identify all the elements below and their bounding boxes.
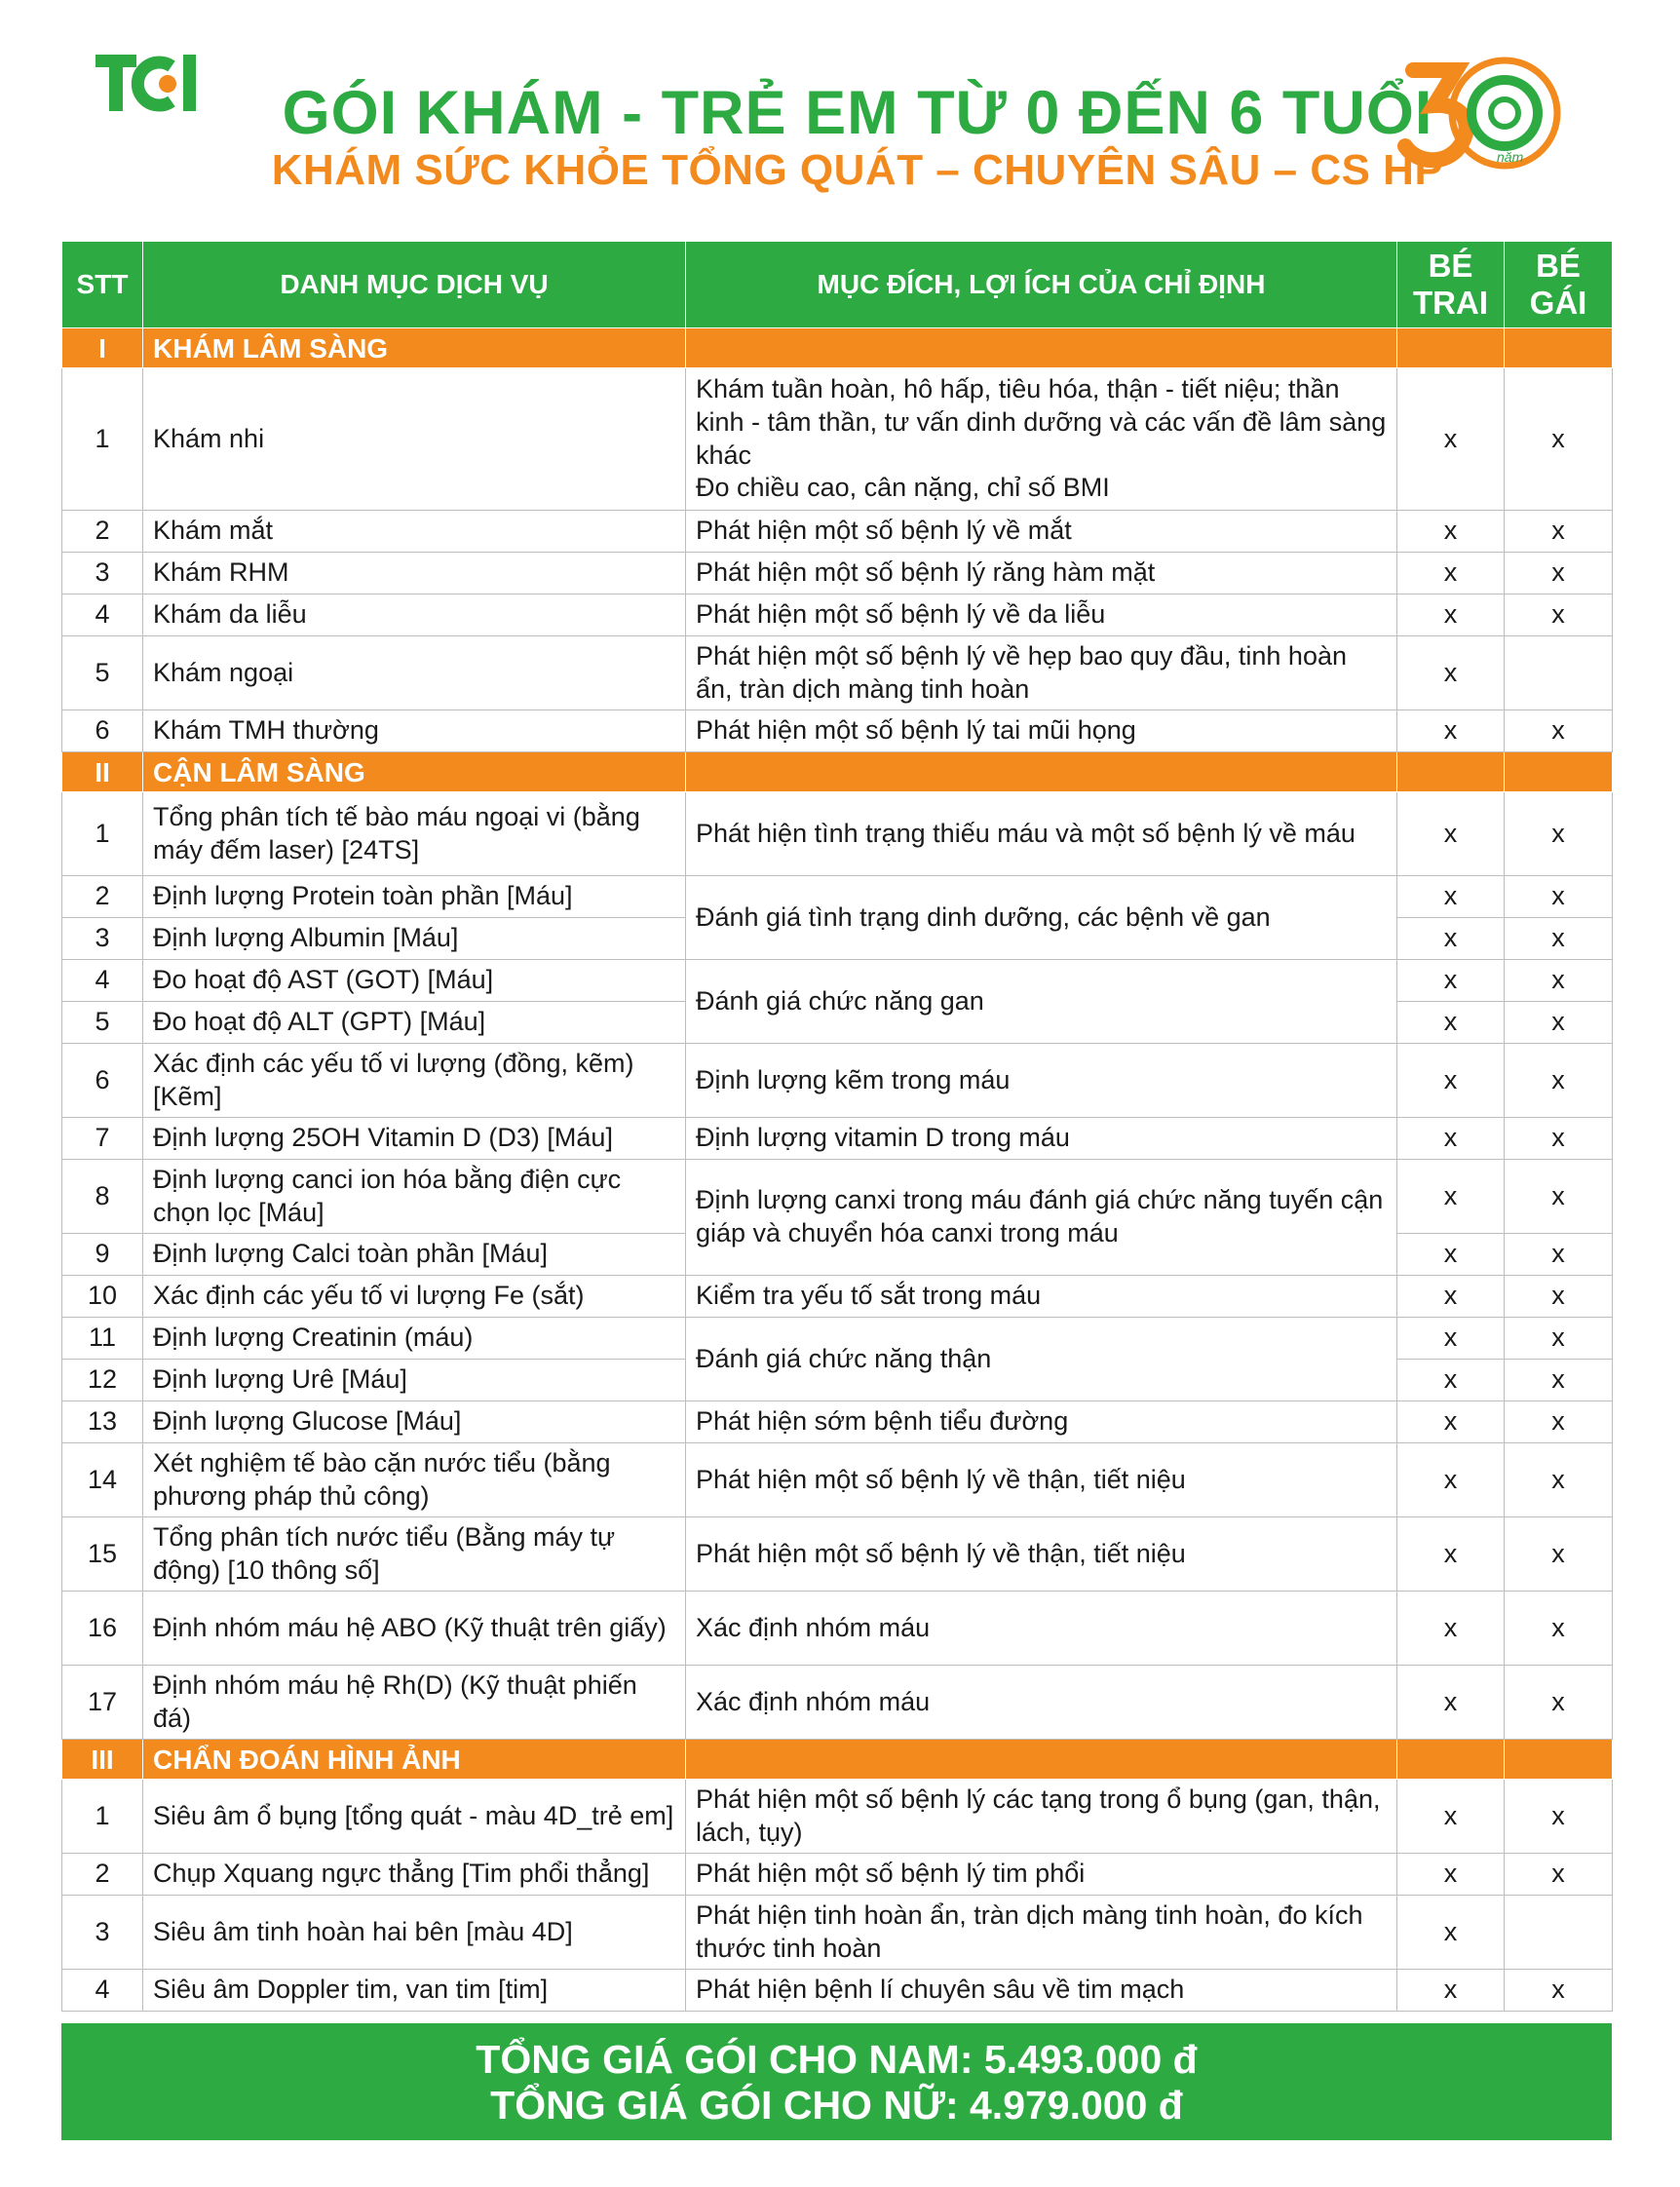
row-purpose: Phát hiện tình trạng thiếu máu và một số bệnh lý về máu xyxy=(686,792,1397,876)
row-stt: 15 xyxy=(62,1517,143,1592)
col-girl xyxy=(1505,242,1613,328)
row-stt: 3 xyxy=(62,918,143,960)
col-girl-line2: GÁI xyxy=(1529,285,1587,321)
section-empty-cell xyxy=(686,328,1397,368)
row-service: Định lượng Creatinin (máu) xyxy=(143,1318,686,1360)
table-row xyxy=(62,1160,1613,1234)
table-row xyxy=(62,636,1613,710)
row-boy-mark: x xyxy=(1397,1160,1505,1234)
row-stt: 5 xyxy=(62,1002,143,1044)
row-service: Siêu âm Doppler tim, van tim [tim] xyxy=(143,1970,686,2012)
section-row xyxy=(62,1740,1613,1780)
row-purpose: Định lượng canxi trong máu đánh giá chức năng tuyến cận giáp và chuyển hóa canxi trong máu xyxy=(686,1160,1397,1276)
row-stt: 2 xyxy=(62,1854,143,1896)
row-purpose: Phát hiện một số bệnh lý về mắt xyxy=(686,511,1397,553)
row-service: Định nhóm máu hệ Rh(D) (Kỹ thuật phiến đá) xyxy=(143,1666,686,1740)
row-service: Chụp Xquang ngực thẳng [Tim phổi thẳng] xyxy=(143,1854,686,1896)
row-girl-mark: x xyxy=(1505,1970,1613,2012)
row-stt: 3 xyxy=(62,1896,143,1970)
row-girl-mark: x xyxy=(1505,1517,1613,1592)
row-boy-mark: x xyxy=(1397,710,1505,752)
table-row xyxy=(62,511,1613,553)
table-row xyxy=(62,960,1613,1002)
row-stt: 14 xyxy=(62,1443,143,1517)
row-service: Tổng phân tích nước tiểu (Bằng máy tự động) [10 thông số] xyxy=(143,1517,686,1592)
price-footer xyxy=(61,2023,1612,2140)
row-service: Siêu âm tinh hoàn hai bên [màu 4D] xyxy=(143,1896,686,1970)
section-number: I xyxy=(62,328,143,368)
row-stt: 4 xyxy=(62,595,143,636)
section-empty-cell xyxy=(1397,328,1505,368)
row-girl-mark: x xyxy=(1505,1666,1613,1740)
row-purpose: Phát hiện một số bệnh lý các tạng trong ổ bụng (gan, thận, lách, tụy) xyxy=(686,1780,1397,1854)
row-boy-mark: x xyxy=(1397,1854,1505,1896)
section-empty-cell xyxy=(1505,752,1613,792)
row-girl-mark: x xyxy=(1505,1401,1613,1443)
table-row xyxy=(62,1780,1613,1854)
row-stt: 6 xyxy=(62,710,143,752)
col-boy xyxy=(1397,242,1505,328)
row-service: Tổng phân tích tế bào máu ngoại vi (bằng máy đếm laser) [24TS] xyxy=(143,792,686,876)
row-service: Khám mắt xyxy=(143,511,686,553)
section-empty-cell xyxy=(1505,1740,1613,1780)
table-row xyxy=(62,1854,1613,1896)
table-row xyxy=(62,595,1613,636)
service-table xyxy=(61,241,1613,2012)
row-purpose: Phát hiện sớm bệnh tiểu đường xyxy=(686,1401,1397,1443)
row-stt: 6 xyxy=(62,1044,143,1118)
row-stt: 5 xyxy=(62,636,143,710)
table-header-row xyxy=(62,242,1613,328)
table-row xyxy=(62,1044,1613,1118)
row-service: Siêu âm ổ bụng [tổng quát - màu 4D_trẻ em] xyxy=(143,1780,686,1854)
row-purpose: Phát hiện tinh hoàn ẩn, tràn dịch màng tinh hoàn, đo kích thước tinh hoàn xyxy=(686,1896,1397,1970)
row-stt: 1 xyxy=(62,1780,143,1854)
row-stt: 3 xyxy=(62,553,143,595)
row-girl-mark: x xyxy=(1505,553,1613,595)
section-empty-cell xyxy=(686,752,1397,792)
row-girl-mark: x xyxy=(1505,1443,1613,1517)
row-girl-mark: x xyxy=(1505,1002,1613,1044)
row-service: Định lượng Glucose [Máu] xyxy=(143,1401,686,1443)
row-service: Khám ngoại xyxy=(143,636,686,710)
row-service: Định nhóm máu hệ ABO (Kỹ thuật trên giấy) xyxy=(143,1592,686,1666)
row-girl-mark xyxy=(1505,636,1613,710)
row-service: Định lượng canci ion hóa bằng điện cực chọn lọc [Máu] xyxy=(143,1160,686,1234)
price-male: TỔNG GIÁ GÓI CHO NAM: 5.493.000 đ xyxy=(476,2037,1198,2082)
row-purpose: Xác định nhóm máu xyxy=(686,1592,1397,1666)
row-service: Định lượng Calci toàn phần [Máu] xyxy=(143,1234,686,1276)
row-service: Xác định các yếu tố vi lượng Fe (sắt) xyxy=(143,1276,686,1318)
section-empty-cell xyxy=(1505,328,1613,368)
row-stt: 1 xyxy=(62,792,143,876)
row-boy-mark: x xyxy=(1397,1896,1505,1970)
row-girl-mark: x xyxy=(1505,368,1613,511)
row-boy-mark: x xyxy=(1397,511,1505,553)
row-girl-mark: x xyxy=(1505,1780,1613,1854)
row-purpose: Phát hiện một số bệnh lý về thận, tiết niệu xyxy=(686,1443,1397,1517)
col-stt: STT xyxy=(62,242,143,328)
row-girl-mark: x xyxy=(1505,960,1613,1002)
row-purpose: Phát hiện một số bệnh lý về da liễu xyxy=(686,595,1397,636)
row-girl-mark: x xyxy=(1505,1044,1613,1118)
row-stt: 17 xyxy=(62,1666,143,1740)
row-boy-mark: x xyxy=(1397,1443,1505,1517)
row-purpose: Đánh giá chức năng gan xyxy=(686,960,1397,1044)
row-boy-mark: x xyxy=(1397,1517,1505,1592)
row-service: Khám RHM xyxy=(143,553,686,595)
row-girl-mark: x xyxy=(1505,1234,1613,1276)
row-boy-mark: x xyxy=(1397,636,1505,710)
row-purpose: Khám tuần hoàn, hô hấp, tiêu hóa, thận - tiết niệu; thần kinh - tâm thần, tư vấn dinh dưỡng và các vấn đề lâm sàng khác Đo chiều cao, cân nặng, chỉ số BMI xyxy=(686,368,1397,511)
section-number: II xyxy=(62,752,143,792)
row-boy-mark: x xyxy=(1397,553,1505,595)
row-girl-mark: x xyxy=(1505,1318,1613,1360)
col-purpose: MỤC ĐÍCH, LỢI ÍCH CỦA CHỈ ĐỊNH xyxy=(686,242,1397,328)
table-row xyxy=(62,1443,1613,1517)
row-purpose: Xác định nhóm máu xyxy=(686,1666,1397,1740)
badge-text: năm xyxy=(1497,149,1524,165)
row-service: Định lượng Urê [Máu] xyxy=(143,1360,686,1401)
row-service: Xác định các yếu tố vi lượng (đồng, kẽm) [Kẽm] xyxy=(143,1044,686,1118)
row-stt: 8 xyxy=(62,1160,143,1234)
row-girl-mark: x xyxy=(1505,1118,1613,1160)
section-empty-cell xyxy=(686,1740,1397,1780)
table-row xyxy=(62,1896,1613,1970)
row-service: Đo hoạt độ AST (GOT) [Máu] xyxy=(143,960,686,1002)
row-boy-mark: x xyxy=(1397,1360,1505,1401)
row-purpose: Định lượng vitamin D trong máu xyxy=(686,1118,1397,1160)
row-service: Định lượng 25OH Vitamin D (D3) [Máu] xyxy=(143,1118,686,1160)
row-girl-mark xyxy=(1505,1896,1613,1970)
table-row xyxy=(62,553,1613,595)
row-purpose: Phát hiện một số bệnh lý về thận, tiết niệu xyxy=(686,1517,1397,1592)
row-boy-mark: x xyxy=(1397,1044,1505,1118)
col-service: DANH MỤC DỊCH VỤ xyxy=(143,242,686,328)
row-stt: 4 xyxy=(62,1970,143,2012)
row-boy-mark: x xyxy=(1397,876,1505,918)
table-row xyxy=(62,710,1613,752)
row-stt: 11 xyxy=(62,1318,143,1360)
row-boy-mark: x xyxy=(1397,1276,1505,1318)
row-stt: 1 xyxy=(62,368,143,511)
row-girl-mark: x xyxy=(1505,792,1613,876)
row-stt: 7 xyxy=(62,1118,143,1160)
table-row xyxy=(62,1592,1613,1666)
row-girl-mark: x xyxy=(1505,710,1613,752)
row-service: Khám TMH thường xyxy=(143,710,686,752)
row-boy-mark: x xyxy=(1397,792,1505,876)
row-girl-mark: x xyxy=(1505,1854,1613,1896)
row-boy-mark: x xyxy=(1397,595,1505,636)
row-boy-mark: x xyxy=(1397,1118,1505,1160)
table-row xyxy=(62,1118,1613,1160)
row-purpose: Kiểm tra yếu tố sắt trong máu xyxy=(686,1276,1397,1318)
row-girl-mark: x xyxy=(1505,1160,1613,1234)
row-boy-mark: x xyxy=(1397,368,1505,511)
row-purpose: Phát hiện một số bệnh lý răng hàm mặt xyxy=(686,553,1397,595)
row-stt: 12 xyxy=(62,1360,143,1401)
row-girl-mark: x xyxy=(1505,511,1613,553)
row-service: Định lượng Albumin [Máu] xyxy=(143,918,686,960)
table-row xyxy=(62,1970,1613,2012)
row-girl-mark: x xyxy=(1505,595,1613,636)
row-stt: 16 xyxy=(62,1592,143,1666)
row-purpose: Phát hiện một số bệnh lý về hẹp bao quy đầu, tinh hoàn ẩn, tràn dịch màng tinh hoàn xyxy=(686,636,1397,710)
col-boy-line2: TRAI xyxy=(1413,285,1488,321)
row-service: Xét nghiệm tế bào cặn nước tiểu (bằng phương pháp thủ công) xyxy=(143,1443,686,1517)
page-subtitle: KHÁM SỨC KHỎE TỔNG QUÁT – CHUYÊN SÂU – CS HP xyxy=(271,146,1444,194)
section-row xyxy=(62,752,1613,792)
col-girl-line1: BÉ xyxy=(1536,248,1581,285)
price-female: TỔNG GIÁ GÓI CHO NỮ: 4.979.000 đ xyxy=(490,2083,1183,2128)
row-stt: 13 xyxy=(62,1401,143,1443)
row-stt: 2 xyxy=(62,876,143,918)
row-boy-mark: x xyxy=(1397,1666,1505,1740)
row-stt: 2 xyxy=(62,511,143,553)
section-empty-cell xyxy=(1397,1740,1505,1780)
row-boy-mark: x xyxy=(1397,918,1505,960)
section-row xyxy=(62,328,1613,368)
row-boy-mark: x xyxy=(1397,1970,1505,2012)
row-service: Khám da liễu xyxy=(143,595,686,636)
table-row xyxy=(62,1276,1613,1318)
section-number: III xyxy=(62,1740,143,1780)
table-row xyxy=(62,792,1613,876)
section-label: CẬN LÂM SÀNG xyxy=(143,752,686,792)
row-stt: 9 xyxy=(62,1234,143,1276)
col-boy-line1: BÉ xyxy=(1428,248,1473,285)
row-purpose: Phát hiện một số bệnh lý tim phổi xyxy=(686,1854,1397,1896)
table-row xyxy=(62,876,1613,918)
row-girl-mark: x xyxy=(1505,876,1613,918)
row-boy-mark: x xyxy=(1397,1592,1505,1666)
row-purpose: Đánh giá chức năng thận xyxy=(686,1318,1397,1401)
row-purpose: Phát hiện bệnh lí chuyên sâu về tim mạch xyxy=(686,1970,1397,2012)
row-girl-mark: x xyxy=(1505,1592,1613,1666)
row-girl-mark: x xyxy=(1505,1276,1613,1318)
table-row xyxy=(62,1517,1613,1592)
30-years-badge xyxy=(1395,49,1571,185)
row-purpose: Định lượng kẽm trong máu xyxy=(686,1044,1397,1118)
row-boy-mark: x xyxy=(1397,1234,1505,1276)
row-boy-mark: x xyxy=(1397,1401,1505,1443)
table-row xyxy=(62,1401,1613,1443)
row-boy-mark: x xyxy=(1397,1002,1505,1044)
table-row xyxy=(62,1318,1613,1360)
table-row xyxy=(62,1666,1613,1740)
row-girl-mark: x xyxy=(1505,918,1613,960)
page-title: GÓI KHÁM - TRẺ EM TỪ 0 ĐẾN 6 TUỔI xyxy=(282,79,1433,147)
row-boy-mark: x xyxy=(1397,1318,1505,1360)
row-boy-mark: x xyxy=(1397,960,1505,1002)
row-stt: 10 xyxy=(62,1276,143,1318)
section-label: CHẨN ĐOÁN HÌNH ẢNH xyxy=(143,1740,686,1780)
row-purpose: Đánh giá tình trạng dinh dưỡng, các bệnh về gan xyxy=(686,876,1397,960)
row-service: Đo hoạt độ ALT (GPT) [Máu] xyxy=(143,1002,686,1044)
row-girl-mark: x xyxy=(1505,1360,1613,1401)
row-boy-mark: x xyxy=(1397,1780,1505,1854)
row-purpose: Phát hiện một số bệnh lý tai mũi họng xyxy=(686,710,1397,752)
row-stt: 4 xyxy=(62,960,143,1002)
table-row xyxy=(62,368,1613,511)
row-service: Định lượng Protein toàn phần [Máu] xyxy=(143,876,686,918)
section-label: KHÁM LÂM SÀNG xyxy=(143,328,686,368)
row-service: Khám nhi xyxy=(143,368,686,511)
section-empty-cell xyxy=(1397,752,1505,792)
